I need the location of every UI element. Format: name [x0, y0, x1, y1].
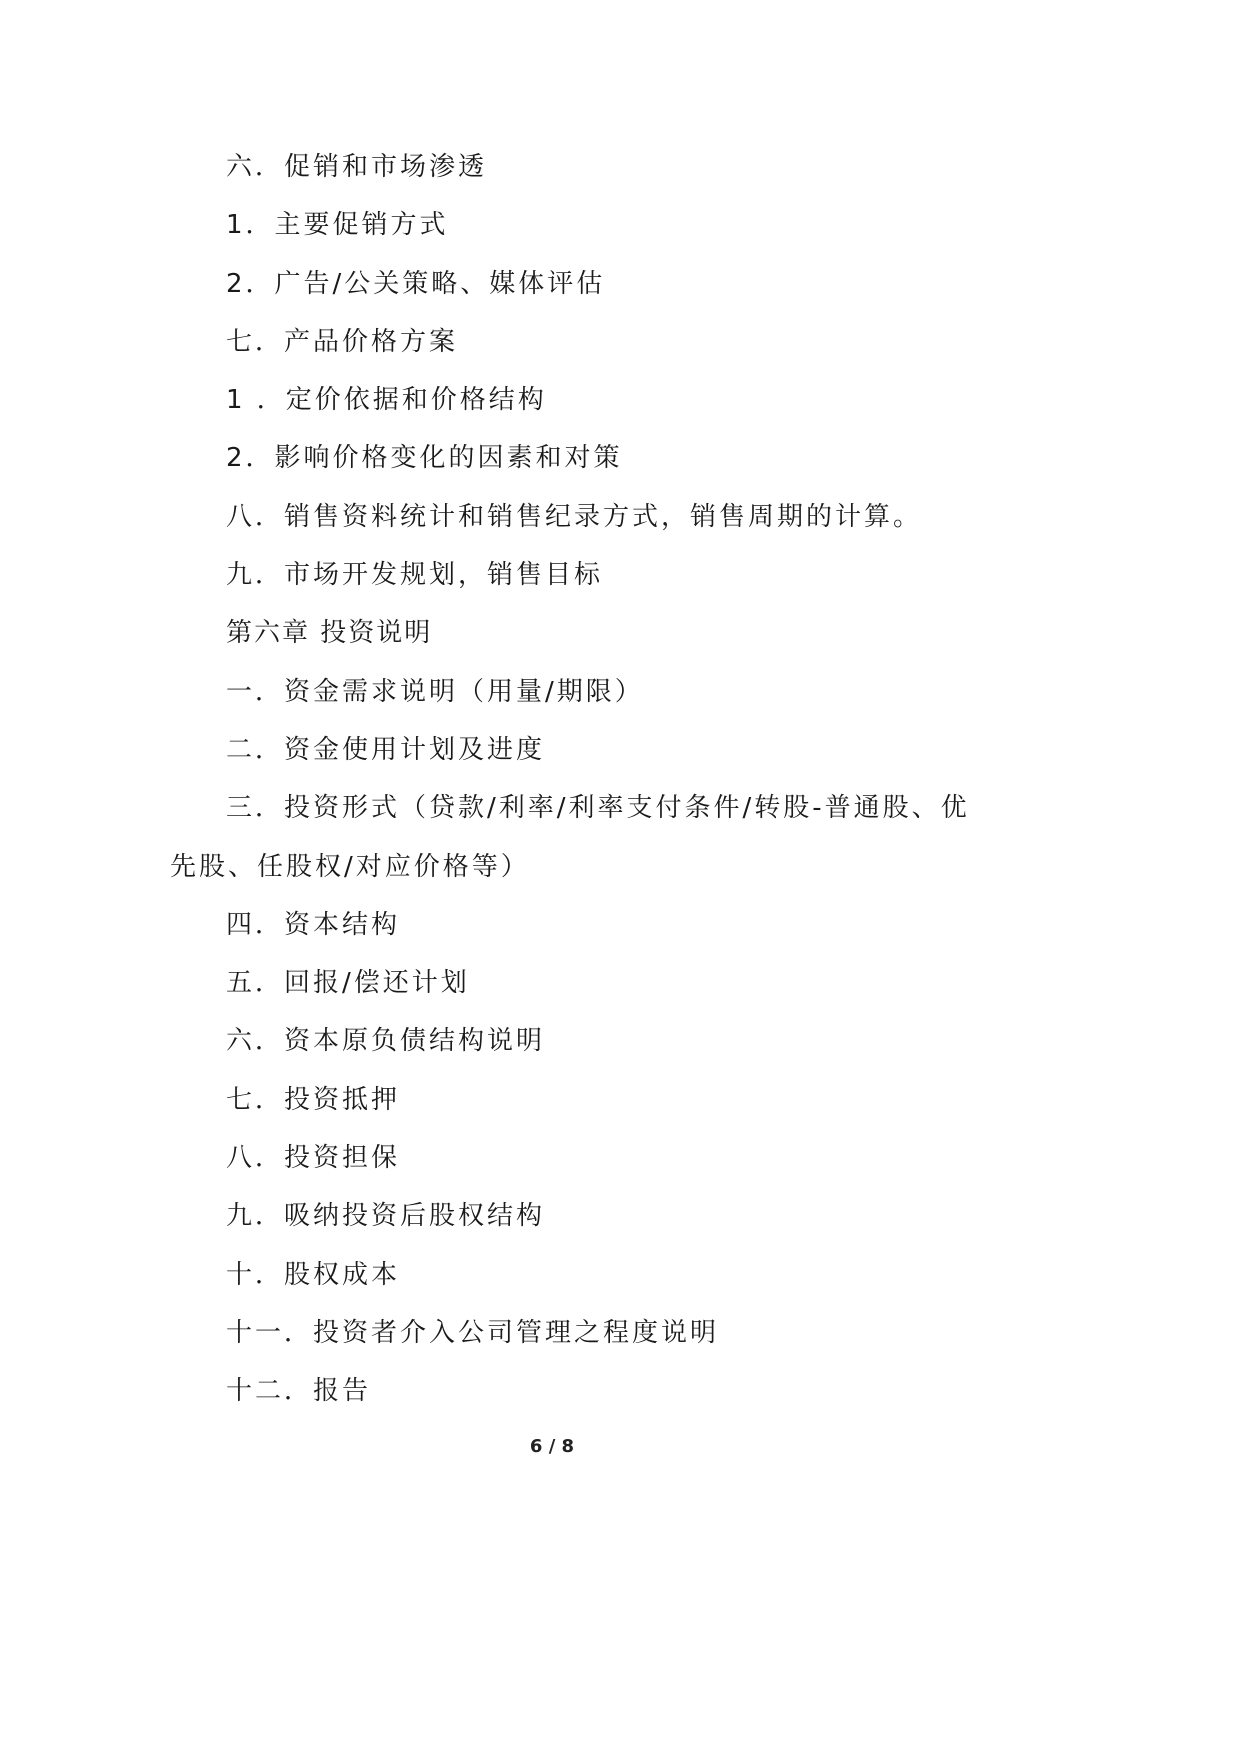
item-return-plan: 五．回报/偿还计划 — [226, 968, 470, 999]
item-investment-mortgage: 七．投资抵押 — [226, 1084, 401, 1115]
item-pricing-basis: 1 ．定价依据和价格结构 — [226, 385, 547, 416]
item-investment-guarantee: 八．投资担保 — [226, 1143, 401, 1174]
item-capital-structure: 四．资本结构 — [226, 909, 401, 940]
item-advertising-pr: 2．广告/公关策略、媒体评估 — [226, 268, 606, 299]
item-investment-form-continued: 先股、任股权/对应价格等） — [170, 851, 530, 882]
item-report: 十二．报告 — [226, 1376, 372, 1407]
chapter-title: 第六章 投资说明 — [226, 618, 433, 649]
item-funding-needs: 一．资金需求说明（用量/期限） — [226, 676, 644, 707]
item-funding-plan: 二．资金使用计划及进度 — [226, 734, 546, 765]
heading-pricing: 七．产品价格方案 — [226, 326, 459, 357]
page-number: 6 / 8 — [529, 1436, 575, 1457]
item-equity-structure: 九．吸纳投资后股权结构 — [226, 1201, 546, 1232]
heading-promotion: 六．促销和市场渗透 — [226, 152, 488, 182]
item-equity-cost: 十．股权成本 — [226, 1259, 401, 1290]
item-investment-form: 三．投资形式（贷款/利率/利率支付条件/转股-普通股、优 — [226, 793, 970, 824]
item-price-factors: 2．影响价格变化的因素和对策 — [226, 443, 623, 474]
item-investor-involvement: 十一．投资者介入公司管理之程度说明 — [226, 1317, 720, 1348]
item-main-promotion: 1．主要促销方式 — [226, 210, 449, 241]
document-body — [170, 138, 970, 1421]
heading-sales-statistics: 八．销售资料统计和销售纪录方式，销售周期的计算。 — [226, 501, 923, 532]
heading-market-development: 九．市场开发规划，销售目标 — [226, 560, 604, 591]
item-debt-structure: 六．资本原负债结构说明 — [226, 1026, 546, 1057]
